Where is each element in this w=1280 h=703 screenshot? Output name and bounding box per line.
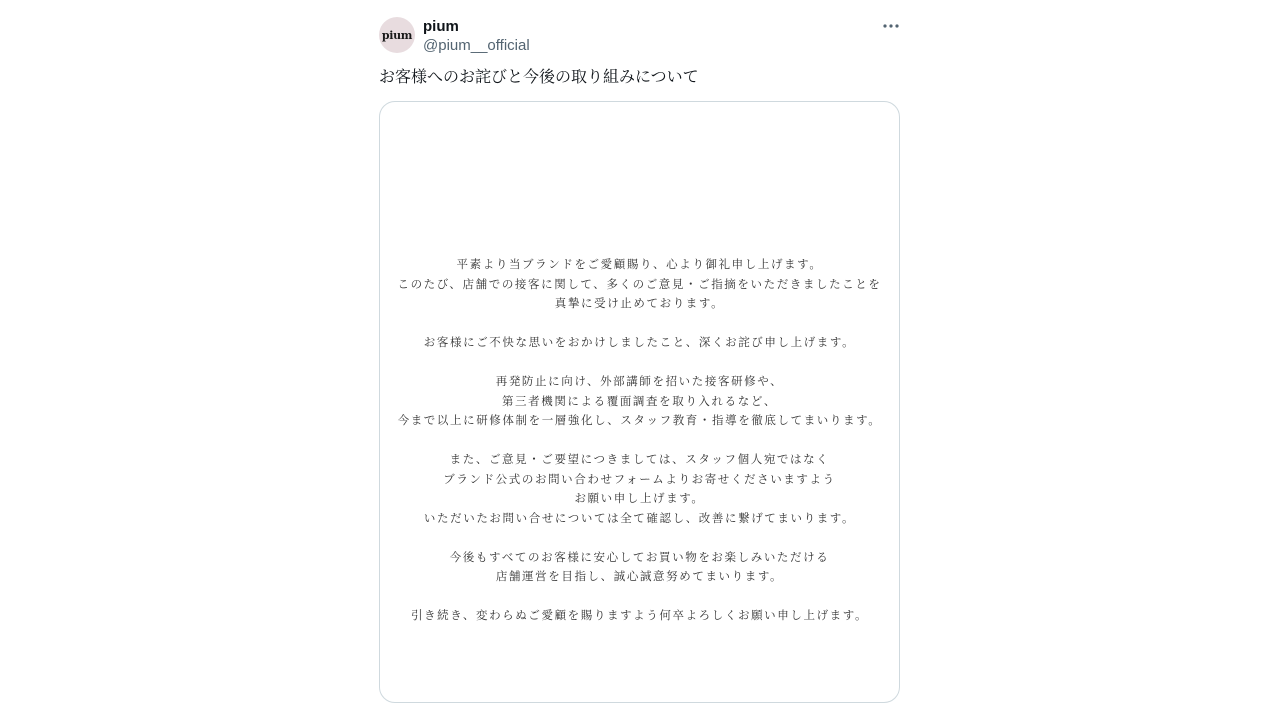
letter-line: 引き続き、変わらぬご愛顧を賜りますよう何卒よろしくお願い申し上げます。 [410,608,869,622]
tweet-text: お客様へのお詫びと今後の取り組みについて [379,69,699,86]
letter-line: ブランド公式のお問い合わせフォームよりお寄せくださいますよう [443,471,836,486]
paragraph-gap [380,431,899,451]
paragraph-gap [380,528,899,548]
letter-line: また、ご意見・ご要望につきましては、スタッフ個人宛ではなく [449,452,830,466]
avatar[interactable]: pium [379,17,415,53]
letter-line: お客様にご不快な思いをおかけしましたこと、深くお詫び申し上げます。 [423,335,856,349]
letter-line: 店舗運営を目指し、誠心誠意努めてまいります。 [495,569,784,583]
more-horizontal-icon[interactable] [879,16,903,36]
media-image[interactable] [379,101,900,703]
tweet [379,0,900,670]
paragraph-gap [380,314,899,334]
display-name[interactable]: pium [423,18,459,35]
letter-line: お願い申し上げます。 [574,491,705,505]
paragraph-gap [380,587,899,607]
letter-line: いただいたお問い合せについては全て確認し、改善に繋げてまいります。 [423,510,856,525]
letter-paragraph [380,333,899,353]
letter-paragraph [380,548,899,587]
letter-line: 今後もすべてのお客様に安心してお買い物をお楽しみいただける [449,549,830,564]
letter-line: 真摯に受け止めております。 [554,296,725,310]
letter-line: 平素より当ブランドをご愛顧賜り、心より御礼申し上げます。 [456,257,823,271]
letter-paragraph [380,372,899,431]
letter-line: このたび、店舗での接客に関して、多くのご意見・ご指摘をいただきましたことを [397,276,882,291]
user-handle[interactable]: @pium__official [423,37,530,54]
letter-line: 第三者機関による覆面調査を取り入れるなど、 [501,393,778,408]
letter-paragraph [380,606,899,626]
letter-paragraph [380,255,899,314]
letter-line: 再発防止に向け、外部講師を招いた接客研修や、 [495,374,784,388]
letter-paragraph [380,450,899,528]
apology-letter [380,255,899,626]
paragraph-gap [380,353,899,373]
letter-line: 今まで以上に研修体制を一層強化し、スタッフ教育・指導を徹底してまいります。 [397,413,882,427]
